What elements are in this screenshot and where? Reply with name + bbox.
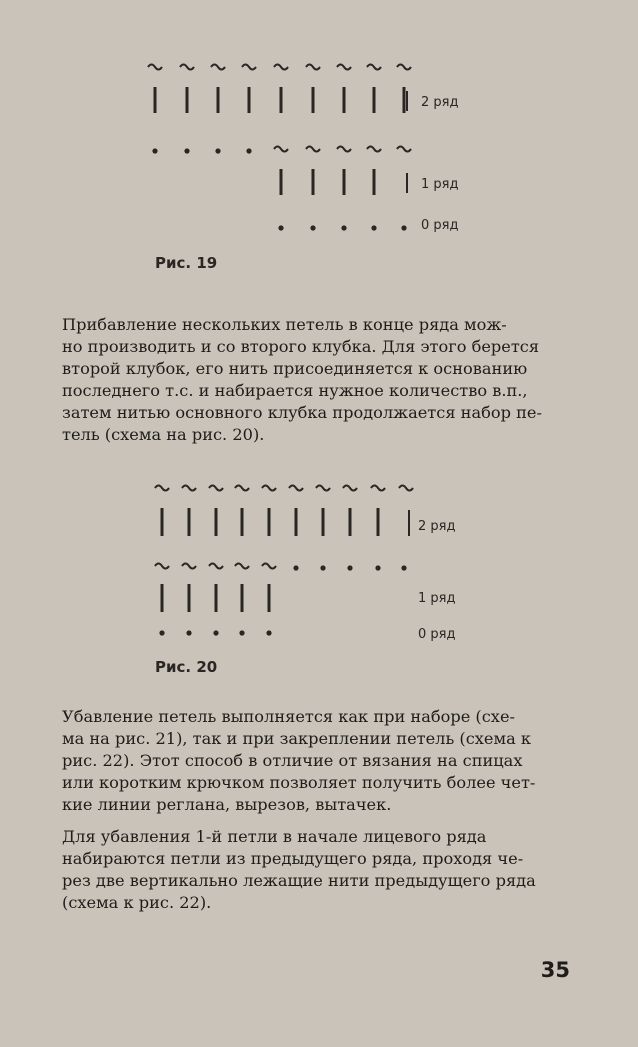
slip-stitch-dot: [401, 225, 406, 230]
chain-stitch-symbol: [367, 65, 381, 70]
paragraph-2: [62, 706, 572, 816]
chain-stitch-symbol: [306, 147, 320, 152]
fig19-row1-dots: [152, 148, 251, 153]
slip-stitch-dot: [320, 565, 325, 570]
chain-stitch-symbol: [274, 147, 288, 152]
figure-19-diagram: [0, 55, 638, 245]
slip-stitch-dot: [347, 565, 352, 570]
paragraph-1-line: последнего т.с. и набирается нужное количество в.п.,: [62, 381, 528, 400]
fig19-caption: Рис. 19: [155, 254, 218, 272]
paragraph-2-line: кие линии реглана, вырезов, вытачек.: [62, 795, 392, 814]
chain-stitch-symbol: [337, 65, 351, 70]
page-number: 35: [540, 958, 570, 982]
slip-stitch-dot: [266, 630, 271, 635]
slip-stitch-dot: [152, 148, 157, 153]
paragraph-1-line: затем нитью основного клубка продолжается набор пе-: [62, 403, 542, 422]
slip-stitch-dot: [239, 630, 244, 635]
fig19-row0-dots: [278, 225, 406, 230]
slip-stitch-dot: [310, 225, 315, 230]
chain-stitch-symbol: [337, 147, 351, 152]
fig20-row2-label: 2 ряд: [418, 519, 456, 534]
chain-stitch-symbol: [397, 65, 411, 70]
fig19-row2-chain-tildes: [148, 65, 411, 70]
fig19-row2-stitches: [155, 87, 404, 113]
slip-stitch-dot: [159, 630, 164, 635]
paragraph-1-line: второй клубок, его нить присоединяется к основанию: [62, 359, 528, 378]
paragraph-2-line: ма на рис. 21), так и при закреплении петель (схема к: [62, 729, 532, 748]
slip-stitch-dot: [184, 148, 189, 153]
fig20-caption: Рис. 20: [155, 658, 218, 676]
fig19-row1-label: 1 ряд: [421, 177, 459, 192]
chain-stitch-symbol: [148, 65, 162, 70]
chain-stitch-symbol: [316, 486, 330, 491]
chain-stitch-symbol: [262, 486, 276, 491]
chain-stitch-symbol: [399, 486, 413, 491]
fig19-row0-label: 0 ряд: [421, 218, 459, 233]
paragraph-2-line: рис. 22). Этот способ в отличие от вязания на спицах: [62, 751, 523, 770]
chain-stitch-symbol: [155, 564, 169, 569]
paragraph-2-line: или коротким крючком позволяет получить более чет-: [62, 773, 536, 792]
slip-stitch-dot: [215, 148, 220, 153]
fig19-row2-label: 2 ряд: [421, 95, 459, 110]
chain-stitch-symbol: [209, 564, 223, 569]
figure-20-diagram: [0, 478, 638, 648]
paragraph-3-line: Для убавления 1-й петли в начале лицевого ряда: [62, 827, 487, 846]
chain-stitch-symbol: [182, 486, 196, 491]
paragraph-3: [62, 826, 572, 914]
chain-stitch-symbol: [274, 65, 288, 70]
chain-stitch-symbol: [211, 65, 225, 70]
fig20-row2-chain-tildes: [155, 486, 413, 491]
slip-stitch-dot: [213, 630, 218, 635]
slip-stitch-dot: [341, 225, 346, 230]
chain-stitch-symbol: [235, 486, 249, 491]
slip-stitch-dot: [293, 565, 298, 570]
chain-stitch-symbol: [155, 486, 169, 491]
chain-stitch-symbol: [235, 564, 249, 569]
slip-stitch-dot: [246, 148, 251, 153]
chain-stitch-symbol: [343, 486, 357, 491]
fig20-row1-stitches: [162, 584, 269, 612]
paragraph-3-line: набираются петли из предыдущего ряда, проходя че-: [62, 849, 524, 868]
chain-stitch-symbol: [371, 486, 385, 491]
paragraph-2-line: Убавление петель выполняется как при наборе (схе-: [62, 707, 515, 726]
fig20-row1-dots: [293, 565, 406, 570]
slip-stitch-dot: [278, 225, 283, 230]
fig19-row1-stitches: [281, 169, 374, 195]
paragraph-1-line: тель (схема на рис. 20).: [62, 425, 265, 444]
fig19-row1-chain-tildes: [274, 147, 411, 152]
chain-stitch-symbol: [209, 486, 223, 491]
fig20-row0-label: 0 ряд: [418, 627, 456, 642]
fig20-row0-dots: [159, 630, 271, 635]
chain-stitch-symbol: [397, 147, 411, 152]
chain-stitch-symbol: [289, 486, 303, 491]
chain-stitch-symbol: [262, 564, 276, 569]
paragraph-1: [62, 314, 572, 446]
chain-stitch-symbol: [182, 564, 196, 569]
chain-stitch-symbol: [367, 147, 381, 152]
slip-stitch-dot: [375, 565, 380, 570]
fig20-row1-label: 1 ряд: [418, 591, 456, 606]
fig20-row2-stitches: [162, 508, 378, 536]
chain-stitch-symbol: [306, 65, 320, 70]
paragraph-1-line: Прибавление нескольких петель в конце ряда мож-: [62, 315, 507, 334]
paragraph-3-line: (схема к рис. 22).: [62, 893, 212, 912]
chain-stitch-symbol: [180, 65, 194, 70]
paragraph-3-line: рез две вертикально лежащие нити предыдущего ряда: [62, 871, 536, 890]
slip-stitch-dot: [371, 225, 376, 230]
chain-stitch-symbol: [242, 65, 256, 70]
slip-stitch-dot: [401, 565, 406, 570]
paragraph-1-line: но производить и со второго клубка. Для этого берется: [62, 337, 540, 356]
slip-stitch-dot: [186, 630, 191, 635]
fig20-row1-chain-tildes: [155, 564, 276, 569]
